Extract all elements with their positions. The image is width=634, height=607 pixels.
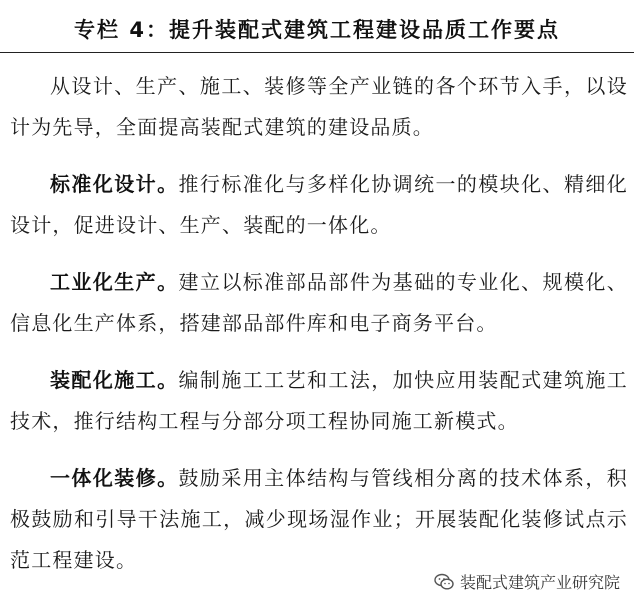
section-integrated-decoration bbox=[10, 458, 628, 581]
watermark bbox=[434, 570, 620, 593]
section-text: 编制施工工艺和工法，加快应用装配式建筑施工技术，推行结构工程与分部分项工程协同施工新模式。 bbox=[10, 368, 629, 433]
box-content bbox=[10, 66, 628, 597]
intro-paragraph: 从设计、生产、施工、装修等全产业链的各个环节入手，以设计为先导，全面提高装配式建筑的建设品质。 bbox=[10, 74, 628, 139]
section-text: 鼓励采用主体结构与管线相分离的技术体系，积极鼓励和引导干法施工，减少现场湿作业；开展装配化装修试点示范工程建设。 bbox=[10, 466, 629, 572]
watermark-text: 装配式建筑产业研究院 bbox=[459, 573, 620, 592]
section-text: 建立以标准部品部件为基础的专业化、规模化、信息化生产体系，搭建部品部件库和电子商务平台。 bbox=[10, 270, 629, 335]
section-lead: 标准化设计。 bbox=[50, 172, 179, 196]
wechat-icon bbox=[434, 573, 454, 591]
section-lead: 工业化生产。 bbox=[50, 270, 179, 294]
section-lead: 一体化装修。 bbox=[50, 466, 179, 490]
section-assembly-construction bbox=[10, 360, 628, 442]
box-title: 专栏 4：提升装配式建筑工程建设品质工作要点 bbox=[0, 0, 634, 53]
section-industrial-production bbox=[10, 262, 628, 344]
section-standardized-design bbox=[10, 164, 628, 246]
section-lead: 装配化施工。 bbox=[50, 368, 179, 392]
section-text: 推行标准化与多样化协调统一的模块化、精细化设计，促进设计、生产、装配的一体化。 bbox=[10, 172, 629, 237]
